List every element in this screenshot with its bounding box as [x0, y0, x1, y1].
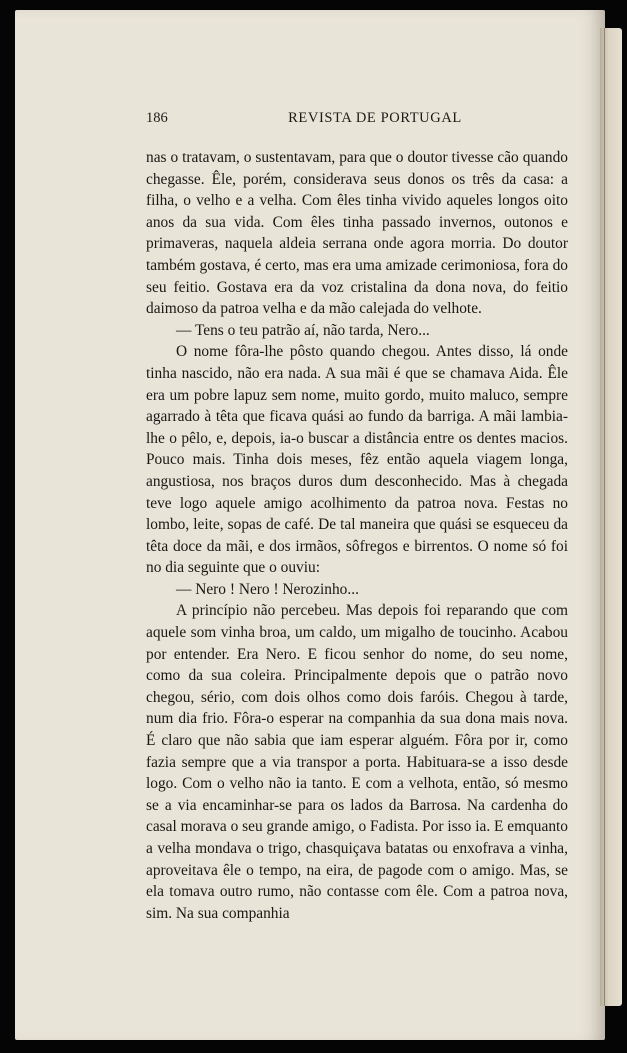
- adjacent-page-edge: [600, 28, 622, 1006]
- body-text: [146, 147, 568, 924]
- paragraph: A princípio não percebeu. Mas depois foi reparando que com aquele som vinha broa, um caldo, um migalho de toucinho. Acabou por entender. Era Nero. E ficou senhor do nome, do seu nome, como da sua coleira. Principalmente depois que o patrão novo chegou, sério, com dois olhos como dois faróis. Chegou à tarde, num dia frio. Fôra-o esperar na companhia da sua dona mais nova. É claro que não sabia que iam esperar alguém. Fôra por ir, como fazia sempre que a via transpor a porta. Habituara-se a isso desde logo. Com o velho não ia tanto. E com a velhota, então, só mesmo se a via encaminhar-se para os lados da Barrosa. Na cardenha do casal morava o seu grande amigo, o Fadista. Por isso ia. E emquanto a velha mondava o trigo, chasquiçava batatas ou enxofrava a vinha, aproveitava êle o tempo, na eira, de pagode com o amigo. Mas, se ela tomava outro rumo, não contasse com êle. Com a patroa nova, sim. Na sua companhia: [146, 602, 568, 922]
- journal-title: REVISTA DE PORTUGAL: [288, 110, 462, 126]
- dialogue-line: — Nero ! Nero ! Nerozinho...: [176, 580, 359, 598]
- dialogue-line: — Tens o teu patrão aí, não tarda, Nero...: [176, 321, 430, 339]
- running-header: [146, 110, 568, 130]
- page-number: 186: [146, 110, 168, 126]
- paragraph: O nome fôra-lhe pôsto quando chegou. Antes disso, lá onde tinha nascido, não era nada. A sua mãi é que se chamava Aida. Êle era um pobre lapuz sem nome, muito gordo, muito maluco, sempre agarrado à têta que ficava quási ao fundo da barriga. A mãi lambia-lhe o pêlo, e, depois, ia-o buscar a distância entre os dentes macios. Pouco mais. Tinha dois meses, fêz então aquela viagem longa, angustiosa, nos braços duros dum desconhecido. Mas à chegada teve logo aquele amigo acolhimento da patroa nova. Festas no lombo, leite, sopas de café. De tal maneira que quási se esqueceu da têta doce da mãi, e dos irmãos, sôfregos e birrentos. O nome só foi no dia seguinte que o ouviu:: [146, 343, 568, 577]
- paragraph-continued: nas o tratavam, o sustentavam, para que o doutor tivesse cão quando chegasse. Êle, porém, considerava seus donos os três da casa: a filha, o velho e a velha. Com êles tinha vivido aqueles longos oito anos da sua vida. Com êles tinha passado invernos, outonos e primaveras, naquela aldeia serrana onde agora morria. Do doutor também gostava, é certo, mas era uma amizade cerimoniosa, fora do seu feitio. Gostava era da voz cristalina da dona nova, do feitio daimoso da patroa velha e da mão calejada do velhote.: [146, 149, 568, 318]
- page-fold-line: [604, 28, 605, 1006]
